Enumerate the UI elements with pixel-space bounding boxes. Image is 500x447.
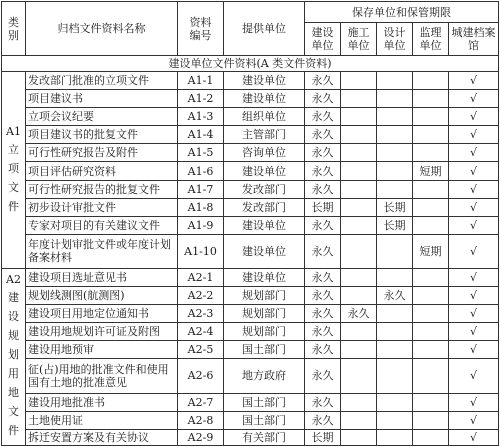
cell-archive-check: √ (449, 323, 499, 341)
cell-provider: 规划部门 (224, 287, 305, 305)
cell-provider: 建设单位 (224, 72, 305, 90)
cell-file-name: 征(占)用地的批准文件和使用国有土地的批准意见 (26, 359, 178, 393)
cell-design-period: 长期 (377, 216, 413, 234)
cell-owner-period: 永久 (305, 216, 341, 234)
cell-supervision-period (413, 323, 449, 341)
cell-archive-check: √ (449, 411, 499, 429)
cell-supervision-period (413, 268, 449, 286)
cell-supervision-period (413, 393, 449, 411)
cell-owner-period: 永久 (305, 180, 341, 198)
table-row (2, 144, 499, 162)
cell-supervision-period: 短期 (413, 162, 449, 180)
cell-design-period (377, 268, 413, 286)
cell-owner-period: 永久 (305, 393, 341, 411)
cell-owner-period: 永久 (305, 72, 341, 90)
cell-provider: 建设单位 (224, 216, 305, 234)
category-char: 地 (8, 386, 19, 400)
cell-supervision-period (413, 144, 449, 162)
cell-construction-period (341, 216, 377, 234)
cell-file-name: 可行性研究报告的批复文件 (26, 180, 178, 198)
category-char: 文 (8, 405, 19, 419)
cell-owner-period: 永久 (305, 162, 341, 180)
cell-provider: 发改部门 (224, 180, 305, 198)
cell-supervision-period (413, 198, 449, 216)
cell-supervision-period (413, 305, 449, 323)
cell-supervision-period (413, 411, 449, 429)
cell-design-period (377, 393, 413, 411)
cell-construction-period (341, 234, 377, 268)
cell-file-name: 初步设计审批文件 (26, 198, 178, 216)
cell-supervision-period (413, 429, 449, 445)
cell-provider: 发改部门 (224, 198, 305, 216)
cell-file-name: 专家对项目的有关建议文件 (26, 216, 178, 234)
cell-provider: 国土部门 (224, 341, 305, 359)
cell-archive-check: √ (449, 429, 499, 445)
table-row (2, 234, 499, 268)
cell-file-code: A1-4 (178, 126, 224, 144)
cell-provider: 建设单位 (224, 268, 305, 286)
cell-archive-check: √ (449, 180, 499, 198)
cell-design-period (377, 162, 413, 180)
category-a2 (2, 268, 26, 445)
category-char: 项 (8, 161, 19, 175)
cell-construction-period (341, 108, 377, 126)
cell-owner-period: 永久 (305, 90, 341, 108)
cell-archive-check: √ (449, 216, 499, 234)
table-row (2, 268, 499, 286)
header-category: 类 别 (2, 2, 26, 56)
section-title: 建设单位文件资料(A 类文件资料) (2, 56, 499, 72)
cell-provider: 建设单位 (224, 234, 305, 268)
header-unit-design: 设计 单位 (377, 23, 413, 56)
cell-archive-check: √ (449, 393, 499, 411)
table-row (2, 198, 499, 216)
cell-owner-period: 永久 (305, 268, 341, 286)
cell-design-period (377, 180, 413, 198)
table-row (2, 216, 499, 234)
cell-owner-period: 永久 (305, 323, 341, 341)
cell-design-period (377, 234, 413, 268)
cell-file-code: A1-6 (178, 162, 224, 180)
cell-file-code: A1-8 (178, 198, 224, 216)
cell-supervision-period (413, 341, 449, 359)
cell-owner-period: 长期 (305, 198, 341, 216)
cell-owner-period: 长期 (305, 429, 341, 445)
table-row (2, 429, 499, 445)
header-name: 归档文件资料名称 (26, 2, 178, 56)
section-row (2, 56, 499, 72)
category-char: 立 (8, 142, 19, 156)
cell-file-name: 规划线测图(航测图) (26, 287, 178, 305)
cell-file-code: A1-5 (178, 144, 224, 162)
cell-construction-period (341, 144, 377, 162)
cell-file-code: A1-3 (178, 108, 224, 126)
cell-provider: 规划部门 (224, 323, 305, 341)
cell-archive-check: √ (449, 359, 499, 393)
table-row (2, 72, 499, 90)
header-unit-supervision: 监理 单位 (413, 23, 449, 56)
cell-file-name: 土地使用证 (26, 411, 178, 429)
cell-provider: 有关部门 (224, 429, 305, 445)
cell-file-code: A2-6 (178, 359, 224, 393)
cell-design-period (377, 72, 413, 90)
header-unit-archive: 城建档案 馆 (449, 23, 499, 56)
category-char: 文 (8, 180, 19, 194)
cell-file-name: 建设项目选址意见书 (26, 268, 178, 286)
cell-archive-check: √ (449, 108, 499, 126)
cell-provider: 主管部门 (224, 126, 305, 144)
cell-owner-period: 永久 (305, 341, 341, 359)
cell-file-name: 可行性研究报告及附件 (26, 144, 178, 162)
cell-provider: 建设单位 (224, 162, 305, 180)
cell-archive-check: √ (449, 162, 499, 180)
cell-file-name: 年度计划审批文件或年度计划备案材料 (26, 234, 178, 268)
cell-construction-period (341, 90, 377, 108)
cell-owner-period: 永久 (305, 234, 341, 268)
cell-design-period (377, 126, 413, 144)
header-unit-owner: 建设 单位 (305, 23, 341, 56)
cell-file-code: A1-1 (178, 72, 224, 90)
cell-file-name: 项目建议书 (26, 90, 178, 108)
cell-construction-period (341, 393, 377, 411)
cell-construction-period (341, 126, 377, 144)
cell-file-code: A2-9 (178, 429, 224, 445)
cell-file-name: 立项会议纪要 (26, 108, 178, 126)
cell-file-code: A2-3 (178, 305, 224, 323)
cell-file-code: A1-7 (178, 180, 224, 198)
cell-owner-period: 永久 (305, 411, 341, 429)
cell-supervision-period (413, 90, 449, 108)
cell-design-period (377, 341, 413, 359)
cell-supervision-period (413, 180, 449, 198)
cell-file-name: 建设用地规划许可证及附图 (26, 323, 178, 341)
table-row (2, 162, 499, 180)
cell-archive-check: √ (449, 144, 499, 162)
header-code: 资料 编号 (178, 2, 224, 56)
cell-file-code: A2-5 (178, 341, 224, 359)
cell-construction-period (341, 429, 377, 445)
cell-provider: 咨询单位 (224, 144, 305, 162)
cell-design-period (377, 411, 413, 429)
category-a1 (2, 72, 26, 269)
cell-owner-period: 永久 (305, 108, 341, 126)
cell-design-period: 永久 (377, 287, 413, 305)
cell-file-code: A2-4 (178, 323, 224, 341)
table-row (2, 126, 499, 144)
table-row (2, 90, 499, 108)
cell-construction-period (341, 341, 377, 359)
cell-archive-check: √ (449, 90, 499, 108)
cell-archive-check: √ (449, 268, 499, 286)
category-char: 用 (8, 367, 19, 381)
cell-owner-period: 永久 (305, 287, 341, 305)
cell-file-code: A2-2 (178, 287, 224, 305)
cell-design-period (377, 323, 413, 341)
cell-owner-period: 永久 (305, 305, 341, 323)
cell-construction-period (341, 268, 377, 286)
category-code: A2 (6, 273, 21, 287)
cell-construction-period (341, 198, 377, 216)
table-row (2, 341, 499, 359)
cell-file-name: 建设项目用地定位通知书 (26, 305, 178, 323)
header-group: 保存单位和保管期限 (305, 2, 499, 23)
cell-supervision-period (413, 126, 449, 144)
table-row (2, 108, 499, 126)
cell-construction-period (341, 287, 377, 305)
cell-archive-check: √ (449, 287, 499, 305)
cell-supervision-period (413, 359, 449, 393)
cell-file-code: A1-10 (178, 234, 224, 268)
cell-design-period (377, 90, 413, 108)
cell-archive-check: √ (449, 198, 499, 216)
cell-owner-period: 永久 (305, 144, 341, 162)
category-code: A1 (6, 124, 21, 138)
cell-design-period (377, 144, 413, 162)
table-row (2, 323, 499, 341)
table-row (2, 180, 499, 198)
cell-construction-period (341, 411, 377, 429)
category-char: 规 (8, 329, 19, 343)
cell-file-code: A2-1 (178, 268, 224, 286)
cell-file-code: A1-9 (178, 216, 224, 234)
cell-owner-period: 永久 (305, 126, 341, 144)
cell-archive-check: √ (449, 341, 499, 359)
table-row (2, 287, 499, 305)
cell-design-period (377, 359, 413, 393)
table-row (2, 393, 499, 411)
cell-construction-period (341, 180, 377, 198)
category-char: 划 (8, 348, 19, 362)
cell-provider: 国土部门 (224, 393, 305, 411)
cell-archive-check: √ (449, 72, 499, 90)
cell-file-name: 拆迁安置方案及有关协议 (26, 429, 178, 445)
cell-design-period (377, 108, 413, 126)
category-char: 建 (8, 291, 19, 305)
header-unit-construction: 施工 单位 (341, 23, 377, 56)
table-row (2, 411, 499, 429)
cell-provider: 地方政府 (224, 359, 305, 393)
cell-construction-period (341, 359, 377, 393)
cell-supervision-period: 短期 (413, 234, 449, 268)
cell-supervision-period (413, 72, 449, 90)
cell-supervision-period (413, 216, 449, 234)
cell-file-name: 建设用地批准书 (26, 393, 178, 411)
cell-design-period (377, 305, 413, 323)
cell-file-name: 建设用地预审 (26, 341, 178, 359)
cell-provider: 建设单位 (224, 90, 305, 108)
cell-file-code: A2-7 (178, 393, 224, 411)
cell-construction-period (341, 72, 377, 90)
category-char: 件 (8, 424, 19, 438)
cell-provider: 国土部门 (224, 411, 305, 429)
cell-file-name: 项目评估研究资料 (26, 162, 178, 180)
table-row (2, 359, 499, 393)
cell-construction-period (341, 323, 377, 341)
header-provider: 提供单位 (224, 2, 305, 56)
cell-design-period (377, 429, 413, 445)
category-char: 设 (8, 310, 19, 324)
cell-owner-period: 永久 (305, 359, 341, 393)
cell-provider: 组织单位 (224, 108, 305, 126)
cell-construction-period (341, 162, 377, 180)
cell-archive-check: √ (449, 305, 499, 323)
cell-file-code: A1-2 (178, 90, 224, 108)
cell-design-period: 长期 (377, 198, 413, 216)
cell-file-name: 项目建议书的批复文件 (26, 126, 178, 144)
cell-archive-check: √ (449, 234, 499, 268)
table-row (2, 305, 499, 323)
archive-table (1, 1, 499, 446)
cell-provider: 规划部门 (224, 305, 305, 323)
cell-supervision-period (413, 287, 449, 305)
cell-file-name: 发改部门批准的立项文件 (26, 72, 178, 90)
category-char: 件 (8, 199, 19, 213)
cell-supervision-period (413, 108, 449, 126)
cell-archive-check: √ (449, 126, 499, 144)
cell-file-code: A2-8 (178, 411, 224, 429)
cell-construction-period: 永久 (341, 305, 377, 323)
